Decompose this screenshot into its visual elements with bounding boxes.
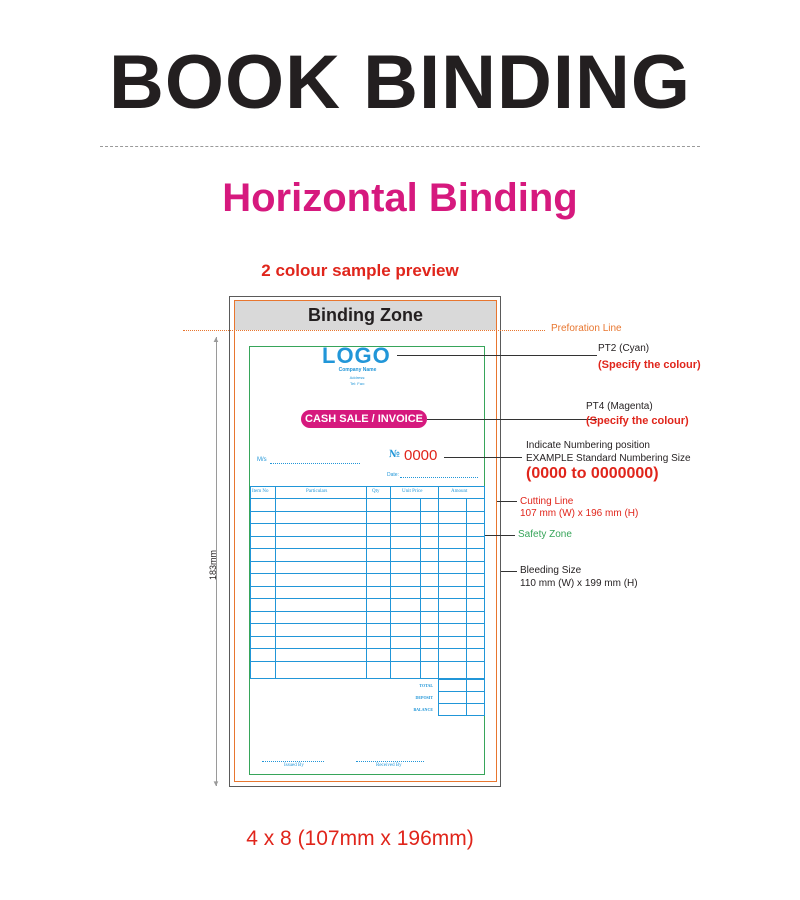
numbering-callout-line xyxy=(444,457,522,458)
col-header-particulars: Particulars xyxy=(306,489,328,494)
arrow-down-icon: ▼ xyxy=(212,779,220,788)
numbering-range: (0000 to 0000000) xyxy=(526,465,659,482)
table-row xyxy=(250,598,485,599)
table-row xyxy=(250,498,485,499)
numbering-example: EXAMPLE Standard Numbering Size xyxy=(526,453,691,464)
received-by-label: Received By xyxy=(376,763,402,768)
perforation-label: Preforation Line xyxy=(551,323,622,334)
page-title: BOOK BINDING xyxy=(109,40,691,125)
company-name: Company Name xyxy=(338,367,377,373)
pt4-specify: (Specify the colour) xyxy=(586,415,689,427)
company-address: Address: xyxy=(349,375,366,380)
pt2-callout-line xyxy=(397,355,597,356)
product-size-label: 4 x 8 (107mm x 196mm) xyxy=(246,827,474,850)
binding-zone: Binding Zone xyxy=(235,301,496,330)
date-field-line xyxy=(400,477,478,478)
received-by-line xyxy=(356,761,424,762)
table-column-line xyxy=(438,486,439,679)
totals-row xyxy=(438,703,485,704)
cash-sale-badge: CASH SALE / INVOICE xyxy=(301,410,427,428)
pt2-label: PT2 (Cyan) xyxy=(598,343,650,354)
company-tel-fax: Tel: Fax: xyxy=(349,381,366,386)
logo-text: LOGO xyxy=(322,343,391,368)
ms-label: M/s xyxy=(257,457,267,463)
bleeding-size-label: Bleeding Size xyxy=(520,565,582,576)
total-label: TOTAL xyxy=(419,683,433,688)
cutting-line-size: 107 mm (W) x 196 mm (H) xyxy=(520,508,639,519)
page-subtitle: Horizontal Binding xyxy=(222,176,578,220)
arrow-up-icon: ▲ xyxy=(212,335,220,344)
safety-zone-label: Safety Zone xyxy=(518,529,572,540)
number-symbol: № xyxy=(389,449,400,460)
table-row xyxy=(250,573,485,574)
table-column-line xyxy=(390,486,391,679)
table-row xyxy=(250,561,485,562)
table-row xyxy=(250,636,485,637)
table-row xyxy=(250,523,485,524)
totals-box xyxy=(438,679,485,716)
col-header-unit-price: Unit Price xyxy=(402,489,423,494)
deposit-label: DEPOSIT xyxy=(415,695,433,700)
numbering-note: Indicate Numbering position xyxy=(526,440,650,451)
pt4-callout-line xyxy=(427,419,597,420)
issued-by-line xyxy=(262,761,324,762)
pt4-label: PT4 (Magenta) xyxy=(586,401,653,412)
pt2-specify: (Specify the colour) xyxy=(598,359,701,371)
bleeding-size-value: 110 mm (W) x 199 mm (H) xyxy=(520,578,638,589)
date-label: Date: xyxy=(387,472,399,478)
col-header-item-no: Item No xyxy=(252,489,269,494)
table-column-line xyxy=(366,486,367,679)
perforation-line xyxy=(183,330,545,331)
table-row xyxy=(250,648,485,649)
table-column-line xyxy=(420,498,421,679)
cutting-callout-line xyxy=(497,501,517,502)
cutting-line-label: Cutting Line xyxy=(520,496,574,507)
title-divider xyxy=(100,146,700,147)
items-table xyxy=(250,486,485,679)
table-row xyxy=(250,611,485,612)
bleeding-callout-line xyxy=(501,571,517,572)
table-row xyxy=(250,536,485,537)
preview-label: 2 colour sample preview xyxy=(261,261,459,280)
issued-by-label: Issued By xyxy=(284,763,304,768)
col-header-qty: Qty xyxy=(372,489,380,494)
ms-field-line xyxy=(270,463,360,464)
totals-row xyxy=(438,691,485,692)
table-row xyxy=(250,623,485,624)
table-row xyxy=(250,661,485,662)
table-column-line xyxy=(275,486,276,679)
balance-label: BALANCE xyxy=(413,707,433,712)
table-row xyxy=(250,586,485,587)
col-header-amount: Amount xyxy=(451,489,468,494)
height-dimension-label: 183mm xyxy=(208,550,218,581)
invoice-number: 0000 xyxy=(404,447,438,464)
table-row xyxy=(250,548,485,549)
safety-callout-line xyxy=(485,535,515,536)
table-row xyxy=(250,511,485,512)
